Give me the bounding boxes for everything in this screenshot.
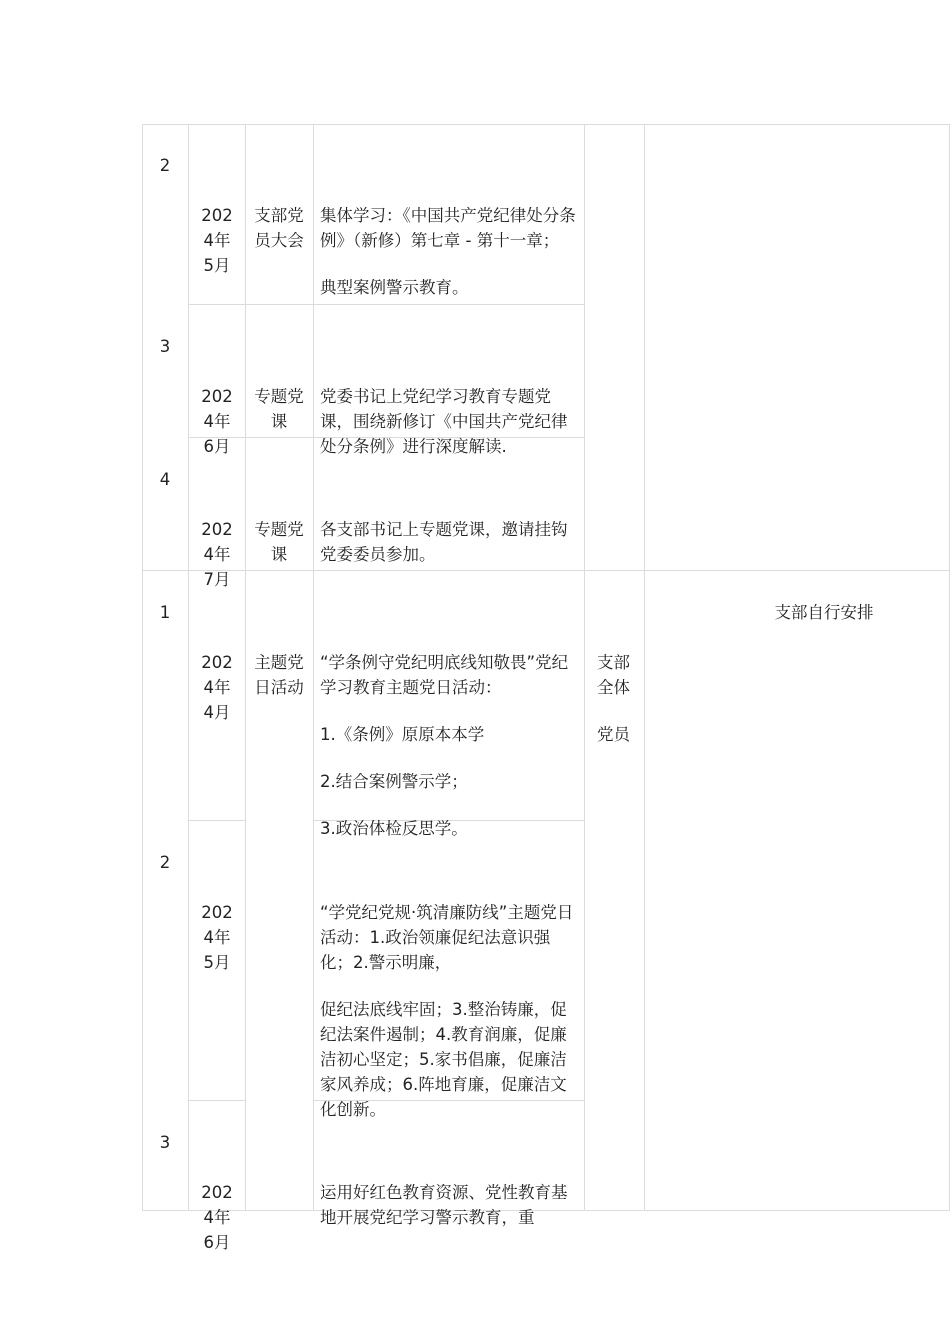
participants: 支部 全体 党员 — [597, 653, 630, 744]
row-date: 202 4年 4月 — [201, 653, 233, 722]
row-activity-type: 主题党 日活动 — [254, 653, 304, 697]
row-date: 202 4年 6月 — [201, 387, 233, 456]
row-content: 党委书记上党纪学习教育专题党课，围绕新修订《中国共产党纪律处分条例》进行深度解读. — [320, 387, 568, 456]
row-activity-type: 支部党 员大会 — [254, 206, 304, 250]
row-number: 2 — [159, 853, 171, 872]
row-number: 1 — [159, 603, 171, 622]
row-number: 3 — [159, 1133, 171, 1152]
row-number: 2 — [159, 156, 171, 175]
row-content: “学党纪党规·筑清廉防线”主题党日活动：1.政治领廉促纪法意识强化；2.警示明廉， 促纪法底线牢固；3.整治铸廉，促纪法案件遏制；4.教育润廉，促廉洁初心坚定；5.家书倡廉，促廉洁家风养成；6.阵地育廉，促廉洁文化创新。 — [320, 903, 574, 1119]
row-content: 集体学习：《中国共产党纪律处分条例》（新修）第七章 - 第十一章； 典型案例警示教育。 — [320, 206, 576, 297]
row-content: 各支部书记上专题党课，邀请挂钩党委委员参加。 — [320, 520, 568, 564]
row-content: 运用好红色教育资源、党性教育基地开展党纪学习警示教育，重 — [320, 1183, 568, 1227]
row-number: 3 — [159, 337, 171, 356]
row-number: 4 — [159, 470, 171, 489]
row-date: 202 4年 7月 — [201, 520, 233, 589]
row-content: “学条例守党纪明底线知敬畏”党纪学习教育主题党日活动： 1.《条例》原原本本学 2.结合案例警示学； 3.政治体检反思学。 — [320, 653, 569, 838]
row-date: 202 4年 5月 — [201, 206, 233, 275]
row-activity-type: 专题党 课 — [254, 387, 304, 431]
row-date: 202 4年 6月 — [201, 1183, 233, 1252]
row-activity-type: 专题党 课 — [254, 520, 304, 564]
row-date: 202 4年 5月 — [201, 903, 233, 972]
remark: 支部自行安排 — [774, 603, 874, 622]
